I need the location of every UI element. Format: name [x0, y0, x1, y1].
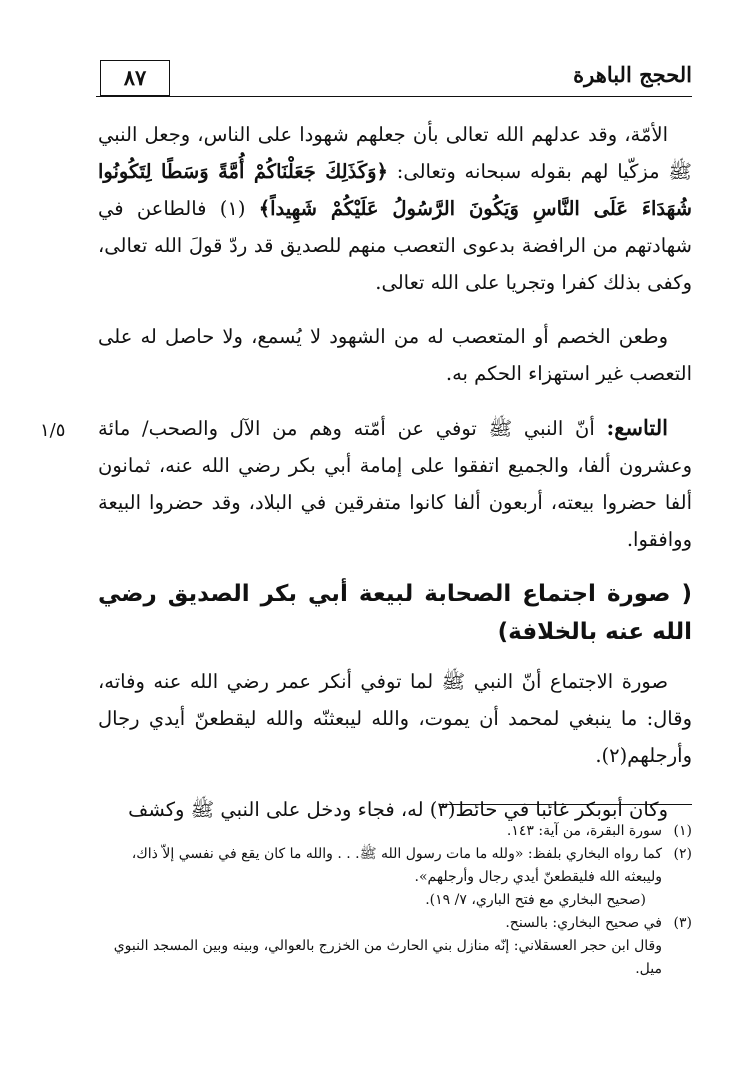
- paragraph-4: صورة الاجتماع أنّ النبي ﷺ لما توفي أنكر عمر رضي الله عنه وفاته، وقال: ما ينبغي لمحمد أن يموت، والله ليبعثنّه والله ليقطعنّ أيدي رجال وأرجلهم(٢).: [98, 670, 692, 767]
- header-rule: [96, 96, 692, 97]
- paragraph-3: [98, 409, 692, 558]
- page-number: ٨٧: [123, 65, 147, 90]
- margin-note: ١/٥: [40, 420, 66, 441]
- paragraph-2: وطعن الخصم أو المتعصب له من الشهود لا يُسمع، ولا حاصل له على التعصب غير استهزاء الحكم به.: [98, 325, 692, 385]
- footnote-3: [98, 912, 692, 981]
- footnote-3-mark: (٣): [673, 915, 692, 931]
- footnote-2-mark: (٢): [673, 846, 692, 862]
- body-text: [98, 116, 692, 845]
- footnote-3-line-1: في صحيح البخاري: بالسنح.: [505, 915, 662, 931]
- footnote-rule: [440, 804, 692, 805]
- page-number-box: [100, 60, 170, 96]
- footnote-2-line-2: (صحيح البخاري مع فتح الباري، ٧/ ١٩).: [425, 892, 646, 908]
- footnote-1: [98, 820, 692, 843]
- paragraph-5: وكان أبوبكر غائبا في حائط(٣) له، فجاء ودخل على النبي ﷺ وكشف: [128, 798, 668, 821]
- footnote-2-line-1: كما رواه البخاري بلفظ: «ولله ما مات رسول الله ﷺ. . . والله ما كان يقع في نفسي إلاّ ذاك، وليبعثه الله فليقطعنّ أيدي رجال وأرجلهم».: [131, 846, 662, 885]
- footnote-1-body: [98, 820, 662, 843]
- running-title: الحجج الباهرة: [573, 62, 692, 87]
- footnote-3-line-2: وقال ابن حجر العسقلاني: إنّه منازل بني الحارث من الخزرج بالعوالي، وبينه وبين المسجد النبوي ميل.: [113, 938, 662, 977]
- footnote-1-line-1: سورة البقرة، من آية: ١٤٣.: [506, 823, 662, 839]
- footnotes: [98, 820, 692, 981]
- paragraph-3-text: أنّ النبي ﷺ توفي عن أمّته وهم من الآل والصحب/ مائة وعشرون ألفا، والجميع اتفقوا على إمامة أبي بكر رضي الله عنه، ثمانون ألفا حضروا بيعته، أربعون ألفا كانوا متفرقين في البلاد، وقد حضروا البيعة ووافقوا.: [98, 417, 692, 551]
- paragraph-1-text: الأمّة، وقد عدلهم الله تعالى بأن جعلهم شهودا على الناس، وجعل النبي ﷺ مزكّيا لهم بقوله سبحانه وتعالى:: [98, 123, 692, 183]
- section-heading: ( صورة اجتماع الصحابة لبيعة أبي بكر الصديق رضي الله عنه بالخلافة): [98, 581, 692, 645]
- paragraph-1: [98, 116, 692, 301]
- quran-verse: ﴿وَكَذَلِكَ جَعَلْنَاكُمْ أُمَّةً وَسَطًا لِتَكُونُوا شُهَدَاءَ عَلَى النَّاسِ وَيَكُونَ الرَّسُولُ عَلَيْكُمْ شَهِيداً﴾: [98, 160, 692, 220]
- paragraph-3-lead: التاسع:: [606, 415, 668, 440]
- footnote-2: [98, 843, 692, 912]
- footnote-2-body: [98, 843, 662, 912]
- page-header: [96, 52, 692, 96]
- paragraph-1-text-continued: (١) فالطاعن في شهادتهم من الرافضة بدعوى التعصب منهم للصديق قد ردّ قولَ الله تعالى، وكفى بذلك كفرا وتجريا على الله تعالى.: [98, 197, 692, 294]
- footnote-3-body: [98, 912, 662, 981]
- footnote-1-mark: (١): [673, 823, 692, 839]
